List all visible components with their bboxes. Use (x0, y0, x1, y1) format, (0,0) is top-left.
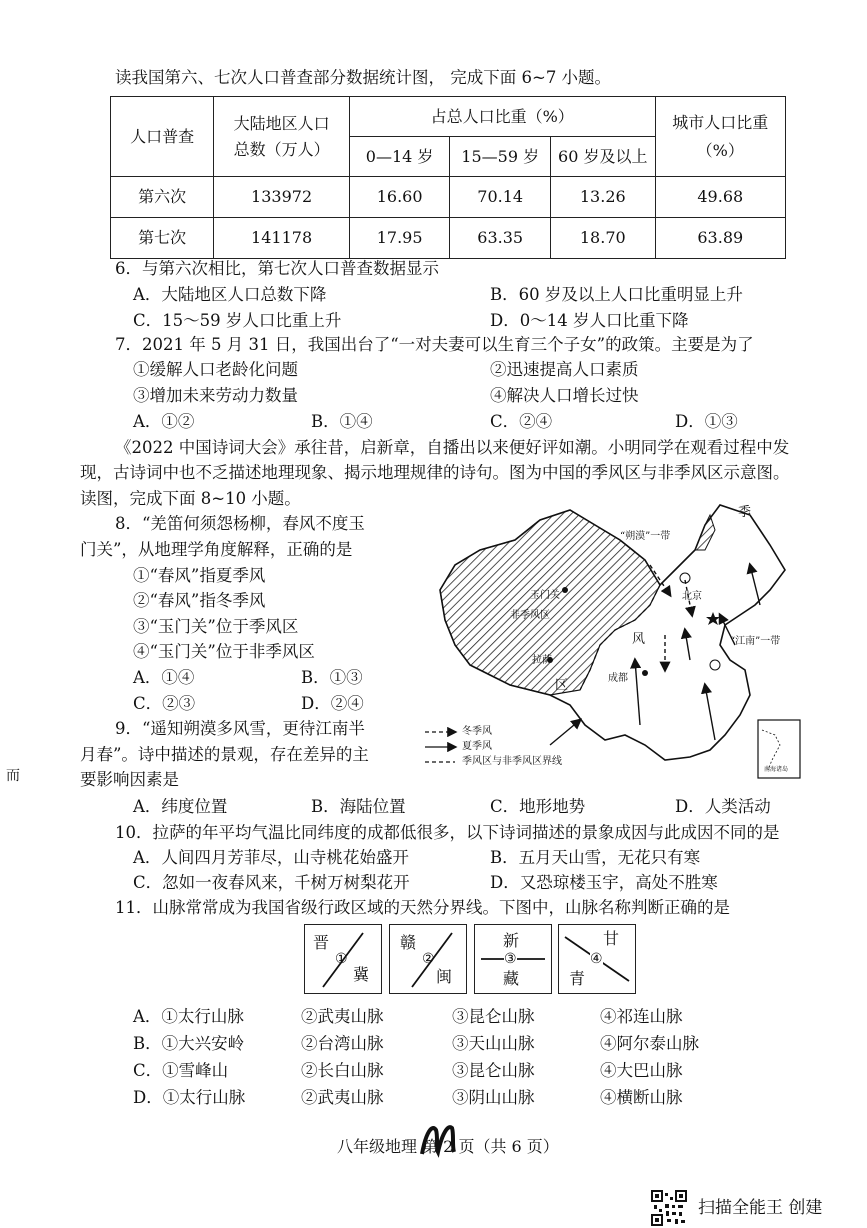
brand-text: 扫描全能王 创建 (698, 1198, 823, 1218)
q11-option-b-4: ④阿尔泰山脉 (600, 1034, 699, 1053)
intro-8-10-line1: 《2022 中国诗词大会》承往昔，启新章，自播出以来便好评如潮。小明同学在观看过程中发 (115, 438, 790, 457)
header-age-60: 60 岁及以上 (551, 137, 656, 177)
inset-label: 南海诸岛 (764, 766, 789, 773)
label-qu: 区 (555, 678, 569, 693)
q6-option-a: A．大陆地区人口总数下降 (133, 285, 327, 304)
q7-option-b: B．①④ (311, 412, 373, 431)
q7-option-c: C．②④ (490, 412, 553, 431)
header-census: 人口普查 (111, 97, 214, 177)
q8-item-2: ②“春风”指冬季风 (133, 591, 266, 610)
city-dot (642, 670, 648, 676)
margin-char: 而 (6, 768, 20, 784)
q11-option-a-3: ③昆仑山脉 (452, 1007, 535, 1026)
q7-item-1: ①缓解人口老龄化问题 (133, 360, 298, 379)
table-row: 第七次 141178 17.95 63.35 18.70 63.89 (111, 218, 786, 259)
label-shuomo: “朔漠”一带 (620, 531, 671, 542)
q6-option-d: D．0～14 岁人口比重下降 (490, 311, 689, 330)
q11-option-c-2: ②长白山脉 (301, 1061, 384, 1080)
q11-option-b-3: ③天山山脉 (452, 1034, 535, 1053)
label-feng: 风 (632, 632, 646, 647)
q9-stem-2: 月春”。诗中描述的景观，存在差异的主 (80, 745, 369, 764)
q11-option-b-2: ②台湾山脉 (301, 1034, 384, 1053)
qr-code-icon (651, 1190, 687, 1226)
header-total: 大陆地区人口 总数（万人） (214, 97, 349, 177)
q7-option-a: A．①② (133, 412, 195, 431)
q8-option-c: C．②③ (133, 694, 196, 713)
q9-option-a: A．纬度位置 (133, 797, 228, 816)
label-jiangnan: “江南”一带 (730, 636, 781, 647)
intro-8-10-line3: 读图，完成下面 8~10 小题。 (80, 489, 301, 508)
legend-summer: 夏季风 (462, 741, 492, 752)
label-beijing: 北京 (682, 591, 702, 602)
label-lasa: 拉萨 (532, 655, 552, 666)
mountain-box-3: 新 ③ 藏 (474, 924, 552, 994)
header-urban: 城市人口比重 （%） (655, 97, 785, 177)
q11-option-a-2: ②武夷山脉 (301, 1007, 384, 1026)
q10-stem: 10．拉萨的年平均气温比同纬度的成都低很多，以下诗词描述的景象成因与此成因不同的是 (115, 823, 780, 842)
q9-option-c: C．地形地势 (490, 797, 586, 816)
page-footer: 八年级地理 第 2 页（共 6 页） (337, 1137, 559, 1156)
city-dot (562, 587, 568, 593)
q11-option-a-4: ④祁连山脉 (600, 1007, 683, 1026)
q8-item-3: ③“玉门关”位于季风区 (133, 617, 299, 636)
q8-item-1: ①“春风”指夏季风 (133, 566, 266, 585)
q9-option-d: D．人类活动 (675, 797, 771, 816)
legend-boundary: 季风区与非季风区界线 (462, 756, 562, 767)
q7-item-3: ③增加未来劳动力数量 (133, 386, 298, 405)
q7-option-d: D．①③ (675, 412, 738, 431)
table-row: 第六次 133972 16.60 70.14 13.26 49.68 (111, 177, 786, 218)
monsoon-map (420, 495, 805, 780)
q6-option-c: C．15～59 岁人口比重上升 (133, 311, 342, 330)
summer-monsoon-arrow (550, 720, 580, 745)
q9-option-b: B．海陆位置 (311, 797, 406, 816)
q7-item-2: ②迅速提高人口素质 (490, 360, 639, 379)
mountain-box-2: 赣 ② 闽 (389, 924, 467, 994)
mountain-box-1: 晋 ① 冀 (304, 924, 382, 994)
q8-stem-2: 门关”，从地理学角度解释，正确的是 (80, 540, 353, 559)
q9-stem-3: 要影响因素是 (80, 770, 179, 789)
q11-option-c-1: C．①雪峰山 (133, 1061, 229, 1080)
q11-option-d-3: ③阴山山脉 (452, 1088, 535, 1107)
legend-winter: 冬季风 (462, 726, 492, 737)
q8-option-b: B．①③ (301, 668, 363, 687)
q6-option-b: B．60 岁及以上人口比重明显上升 (490, 285, 743, 304)
q9-stem-1: 9．“遥知朔漠多风雪，更待江南半 (115, 719, 365, 738)
q10-option-b: B．五月天山雪，无花只有寒 (490, 848, 701, 867)
q8-option-a: A．①④ (133, 668, 195, 687)
q11-stem: 11．山脉常常成为我国省级行政区域的天然分界线。下图中，山脉名称判断正确的是 (115, 898, 730, 917)
q11-option-d-1: D．①太行山脉 (133, 1088, 246, 1107)
q11-option-d-4: ④横断山脉 (600, 1088, 683, 1107)
q10-option-c: C．忽如一夜春风来，千树万树梨花开 (133, 873, 410, 892)
header-share: 占总人口比重（%） (349, 97, 655, 137)
q8-stem-1: 8．“羌笛何须怨杨柳，春风不度玉 (115, 514, 365, 533)
q11-option-b-1: B．①大兴安岭 (133, 1034, 245, 1053)
handwritten-mark (418, 1118, 458, 1158)
label-chengdu: 成都 (608, 673, 628, 684)
q6-stem: 6．与第六次相比，第七次人口普查数据显示 (115, 259, 439, 278)
q7-stem: 7．2021 年 5 月 31 日，我国出台了“一对夫妻可以生育三个子女”的政策。主要是为了 (115, 335, 754, 354)
header-age-0-14: 0—14 岁 (349, 137, 450, 177)
q11-option-c-3: ③昆仑山脉 (452, 1061, 535, 1080)
q10-option-d: D．又恐琼楼玉宇，高处不胜寒 (490, 873, 718, 892)
q7-item-4: ④解决人口增长过快 (490, 386, 639, 405)
label-ji: 季 (738, 505, 752, 520)
intro-8-10-line2: 现，古诗词中也不乏描述地理现象、揭示地理规律的诗句。图为中国的季风区与非季风区示意图。 (80, 463, 790, 482)
census-table (110, 96, 786, 259)
label-yumenguan: 玉门关 (530, 590, 560, 601)
q11-option-d-2: ②武夷山脉 (301, 1088, 384, 1107)
q11-option-c-4: ④大巴山脉 (600, 1061, 683, 1080)
q11-option-a-1: A．①太行山脉 (133, 1007, 244, 1026)
intro-6-7: 读我国第六、七次人口普查部分数据统计图， 完成下面 6~7 小题。 (115, 68, 612, 87)
mountain-box-4: 甘 ④ 青 (558, 924, 636, 994)
header-age-15-59: 15—59 岁 (450, 137, 551, 177)
label-non-monsoon: 非季风区 (510, 610, 550, 621)
q8-item-4: ④“玉门关”位于非季风区 (133, 642, 315, 661)
q8-option-d: D．②④ (301, 694, 364, 713)
q10-option-a: A．人间四月芳菲尽，山寺桃花始盛开 (133, 848, 409, 867)
